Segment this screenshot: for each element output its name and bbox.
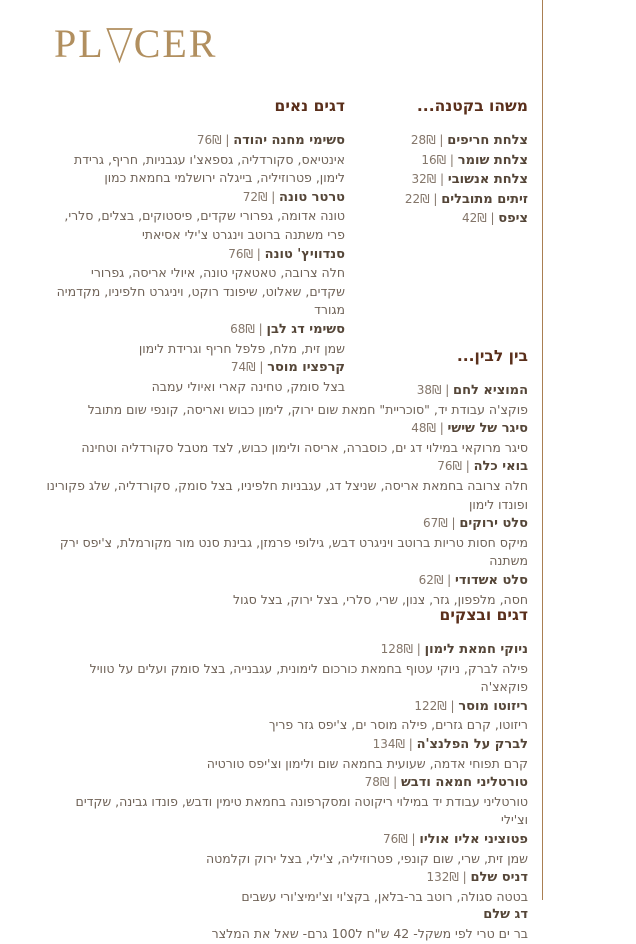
menu-item [55,188,345,245]
menu-item-description: חסה, מלפפון, גזר, צנון, שרי, סלרי, בצל ירוק, בצל סגול [233,591,528,607]
section-title: משהו בקטנה... [416,97,528,115]
menu-item-name: סשימי דג לבן [266,321,345,337]
menu-item-title-line [46,735,528,755]
menu-item-description: ריזוטו, קרם גזרים, פילה מוסר ים, צ'יפס גזר פריך [268,717,528,733]
menu-item-name: דניס שלם [470,870,528,886]
menu-item-description: פילה לברק, ניוקי עטוף בחמאת כורכום לימונית, עגבנייה, בצל סומק ועלים על טוויל פוקאצ'ה [89,660,528,695]
menu-item-price: | 128₪ [380,642,425,656]
section-items [46,640,528,944]
menu-item-title-line [46,457,528,477]
menu-item-price: | 48₪ [411,421,448,436]
menu-item-description: מיקס חסות טריות ברוטב ויניגרט דבש, גילופי פרמזן, גבינת סנט מור מקורמלת, צ'יפס ירק משתנה [59,534,528,569]
menu-item-name: סשימי מחנה יהודה [233,133,345,148]
menu-item-description: בר ים טרי לפי משקל- 42 ש"ח ל100 גרם- שאל את המלצר [211,925,528,941]
menu-item-title-line [46,640,528,660]
menu-item-price: | 74₪ [230,360,268,375]
menu-item-price: | 22₪ [404,191,442,206]
menu-item [46,419,528,457]
menu-item-price: | 134₪ [372,736,417,751]
menu-item-title-line [46,419,528,439]
menu-item-name: סיגר של שישי [447,421,528,437]
menu-item-name: סנדוויץ' טונה [264,246,345,262]
menu-item-description: אינטיאס, סקורדליה, גספאצ'ו עגבניות, חריף, גרידת לימון, פטרוזיליה, בייגלה ירושלמי בחמאת כמון [74,151,345,186]
menu-item-title-line [46,697,528,717]
section-items [46,381,528,609]
menu-item-description: קרם תפוחי אדמה, שעועית בחמאה שום ולימון וצ'יפס טורטיה [206,755,528,771]
menu-item-name: פטוציני אליו אוליו [419,831,528,847]
menu-item-name: המוציא לחם [453,383,528,398]
menu-item [46,514,528,571]
menu-item-title-line [46,514,528,534]
menu-item-price: | 42₪ [461,211,499,226]
section-title: בין לבין... [456,347,528,365]
menu-item [46,697,528,735]
menu-item-description: חלה צרובה, טאטאקי טונה, איולי אריסה, גפרורי שקדים, שאלוט, שיפונד רוקט, ויניגרט חלפיניו, מקדמיה מגורד [56,265,345,318]
menu-item-price: | 32₪ [411,172,448,187]
menu-item-title-line [46,381,528,401]
menu-item-price: | 68₪ [230,321,267,336]
menu-item-title-line [46,830,528,850]
menu-item [46,906,528,943]
menu-item-title-line [55,245,345,265]
menu-item [46,457,528,514]
menu-item-price: | 76₪ [196,133,234,147]
menu-item-name: סלט ירוקים [459,516,528,532]
menu-item-name: קרפציו מוסר [267,360,345,376]
menu-item-description: שמן זית, מלח, פלפל חריף וגרידת לימון [138,340,345,356]
menu-item-name: צלחת אנשובי [447,172,528,188]
menu-item-name: טורטליני חמאה ודבש [400,775,528,791]
section-title: דגים נאים [274,97,345,115]
section-in-between [46,346,528,609]
menu-item-description: שמן זית, שרי, שום קונפי, פטרוזיליה, צ'ילי, בצל ירוק וקלמטה [206,850,528,866]
menu-item [46,773,528,830]
menu-item-price: | 38₪ [416,383,454,397]
menu-item [46,868,528,906]
logo-text-right: CER [133,21,218,66]
menu-item-name: ניוקי חמאת לימון [424,642,528,657]
menu-item-price: | 28₪ [410,133,448,147]
menu-item [46,640,528,697]
menu-item-title-line [55,131,345,151]
menu-item [46,735,528,773]
menu-item-name: צלחת חריפים [447,133,528,148]
menu-item-name: סלט אשדודי [455,572,528,588]
menu-item-price: | 72₪ [242,189,280,204]
menu-item-price: | 16₪ [421,152,458,167]
menu-item-name: טרטר טונה [279,189,345,205]
menu-item-description: בצל סומק, טחינה קארי ואיולי עמבה [151,378,345,394]
menu-item-description: בטטה סגולה, רוטב בר-בלאן, בקצ'וי וצ'ימיצ'ורי עשבים [241,888,528,904]
menu-item-name: בואי כלה [473,459,528,475]
menu-item-description: חלה צרובה בחמאת אריסה, שניצל דג, עגבניות חלפיניו, בצל סומק, סקורדליה, שלג פקורינו ופונדו לימון [46,477,528,512]
menu-item-description: פוקצ'ה עבודת יד, "סוכריית" חמאת שום ירוק, לימון כבוש ואריסה, קונפי שום מתובל [87,401,528,417]
inverted-triangle-icon [106,27,133,70]
menu-item-description: סיגר מרוקאי במילוי דג ים, כוסברה, אריסה ולימון כבוש, לצד מטבל סקורדליה וטחינה [81,439,528,455]
section-fish-and-doughs [46,605,528,944]
menu-item-title-line [46,906,528,925]
menu-item-description: טונה אדומה, גפרורי שקדים, פיסטוקים, בצלים, סלרי, פרי משתנה ברוטב וינגרט צ'ילי אסיאתי [64,208,345,242]
menu-item-description: טורטליני עבודת יד במילוי ריקוטה ומסקרפונה בחמאת טימין ודבש, פונדו גבינה, שקדים וצ'ילי [75,793,528,828]
menu-item-title-line [55,188,345,208]
menu-item-price: | 76₪ [383,831,420,846]
menu-item-price: | 76₪ [437,459,474,474]
menu-item-name: דג שלם [483,907,528,923]
menu-item-price: | 67₪ [423,516,460,531]
section-title: דגים ובצקים [439,606,528,624]
menu-item [55,131,345,188]
menu-item-price: | 122₪ [414,698,459,713]
menu-item-name: זיתים מתובלים [441,191,528,207]
brand-logo [54,21,218,70]
menu-item [46,830,528,868]
menu-item-name: צלחת שומר [457,152,528,168]
menu-item-title-line [46,773,528,793]
menu-item-price: | 62₪ [418,572,456,587]
menu-item [46,571,528,609]
menu-item-title-line [46,571,528,591]
menu-item-name: לברק על הפלנצ'ה [416,736,528,752]
menu-item-name: ריזוטו מוסר [458,698,528,714]
menu-item-price: | 132₪ [426,870,471,885]
menu-item-title-line [46,868,528,888]
menu-item-title-line [55,320,345,340]
menu-item-price: | 76₪ [228,246,265,261]
menu-item [46,381,528,419]
logo-text-left: PL [54,21,105,66]
menu-item-price: | 78₪ [364,775,401,790]
menu-item [55,245,345,320]
menu-item-name: ציפס [498,211,528,227]
vertical-rule [542,0,543,900]
